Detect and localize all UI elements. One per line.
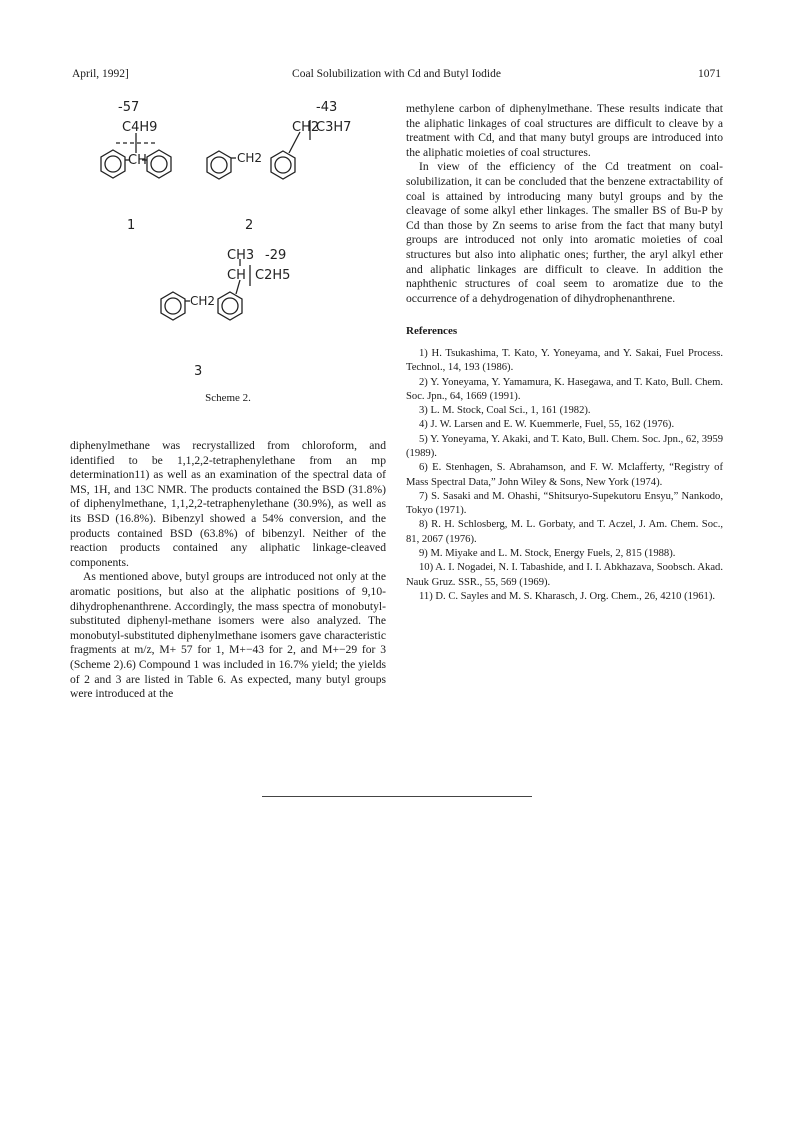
compound-2-propyl-group: C3H7	[316, 120, 352, 135]
reference-item: 4) J. W. Larsen and E. W. Kuemmerle, Fuel, 55, 162 (1976).	[419, 419, 675, 431]
reference-item: 8) R. H. Schlosberg, M. L. Gorbaty, and T. Aczel, J. Am. Chem. Soc., 81, 2067 (1976).	[406, 519, 723, 545]
compound-3-fragment: -29	[265, 248, 287, 263]
compound-3-ethyl-group: C2H5	[255, 268, 291, 283]
reference-item: 11) D. C. Sayles and M. S. Kharasch, J. Org. Chem., 26, 4210 (1961).	[419, 590, 716, 602]
reference-list	[406, 347, 723, 604]
compound-2-left-ring	[207, 151, 231, 179]
compound-3-bridge: CH2	[190, 294, 216, 308]
left-paragraph-1: diphenylmethane was recrystallized from chloroform, and identified to be 1,1,2,2-tetraphenylethane from an mp determination11) as well as an examination of the spectral data of MS, 1H, and 13C NMR. The products contained the BSD (31.8%) of diphenylmethane, 1,1,2,2-tetraphenylethane (30.9%), as well as its BSD (16.8%). Bibenzyl showed a 54% conversion, and the products contained BSD (63.8%) of bibenzyl. Neither of the reaction products contained any aliphatic linkage-cleaved components.	[70, 439, 386, 569]
running-header	[72, 68, 721, 84]
reference-item: 2) Y. Yoneyama, Y. Yamamura, K. Hasegawa, and T. Kato, Bull. Chem. Soc. Jpn., 64, 1669 (1991).	[406, 376, 723, 402]
compound-1-methine: CH	[128, 153, 147, 168]
reference-item: 7) S. Sasaki and M. Ohashi, “Shitsuryo-Supekutoru Ensyu,” Nankodo, Tokyo (1971).	[406, 490, 723, 517]
compound-2-fragment: -43	[316, 100, 338, 115]
left-paragraph-2: As mentioned above, butyl groups are introduced not only at the aromatic positions, but also at the aliphatic positions of 9,10-dihydrophenanthrene. Accordingly, the mass spectra of monobutyl-substituted diphenyl-methane isomers were also analyzed. The monobutyl-substituted diphenylmethane isomers gave characteristic fragments at m/z, M+ 57 for 1, M+−43 for 2, and M+−29 for 3 (Scheme 2).6) Compound 1 was included in 16.7% yield; the yields of 2 and 3 are listed in Table 6. As expected, many butyl groups were introduced at the	[70, 570, 386, 701]
compound-1-label: 1	[127, 218, 136, 233]
compound-2-label: 2	[245, 218, 254, 233]
compound-1-butyl-group: C4H9	[122, 120, 158, 135]
page-number: 1071	[698, 68, 721, 80]
compound-2-methylene: CH2	[292, 120, 320, 135]
compound-3-left-ring	[161, 292, 185, 320]
references-heading: References	[406, 325, 458, 338]
scheme-caption: Scheme 2.	[205, 392, 251, 404]
header-title: Coal Solubilization with Cd and Butyl Iodide	[292, 68, 501, 80]
compound-3-right-ring	[218, 292, 242, 320]
compound-2-bridge: CH2	[237, 151, 263, 165]
reference-item: 10) A. I. Nogadei, N. I. Tabashide, and I. I. Abkhazava, Soobsch. Akad. Nauk Gruz. SSR., 55, 569 (1969).	[406, 562, 723, 588]
compound-3-label: 3	[194, 364, 203, 379]
reference-item: 9) M. Miyake and L. M. Stock, Energy Fuels, 2, 815 (1988).	[419, 548, 676, 560]
compound-3-methyl-group: CH3	[227, 248, 255, 263]
right-paragraph-2: In view of the efficiency of the Cd treatment on coal-solubilization, it can be concluded that the benzene extractability of coal is attained by introducing many butyl groups and by the cleavage of some alkyl ether linkages. The smaller BS of Bu-P by Cd than those by Zn seems to arise from the fact that many butyl groups are introduced not only into aromatic moieties of coal structures but also into aliphatic ones; further, the aryl alkyl ether and aliphatic linkages are difficult to cleave. In addition the naphthenic structures of coal seem to aromatize due to the occurrence of a dehydrogenation of dihydrophenanthrene.	[406, 160, 723, 305]
compound-2-right-ring	[271, 151, 295, 179]
compound-1-right-ring	[147, 150, 171, 178]
right-column	[406, 102, 723, 604]
compound-1-left-ring	[101, 150, 125, 178]
right-paragraph-1: methylene carbon of diphenylmethane. These results indicate that the aliphatic linkages of coal structures are difficult to cleave by a treatment with Cd, and that many butyl groups are introduced into the aliphatic moieties of coal structures.	[406, 102, 723, 159]
reference-item: 3) L. M. Stock, Coal Sci., 1, 161 (1982).	[419, 405, 591, 417]
compound-3-methine: CH	[227, 268, 246, 283]
header-date: April, 1992]	[72, 68, 129, 80]
reference-item: 5) Y. Yoneyama, Y. Akaki, and T. Kato, Bull. Chem. Soc. Jpn., 62, 3959 (1989).	[406, 433, 723, 459]
reference-item: 1) H. Tsukashima, T. Kato, Y. Yoneyama, and Y. Sakai, Fuel Process. Technol., 14, 193 (1986).	[406, 347, 723, 374]
compound-1-fragment: -57	[118, 100, 140, 115]
reference-item: 6) E. Stenhagen, S. Abrahamson, and F. W. Mclafferty, “Registry of Mass Spectral Data,” John Wiley & Sons, New York (1974).	[406, 462, 723, 488]
end-rule	[262, 796, 532, 797]
scheme-2	[70, 96, 386, 411]
left-column	[70, 439, 386, 702]
